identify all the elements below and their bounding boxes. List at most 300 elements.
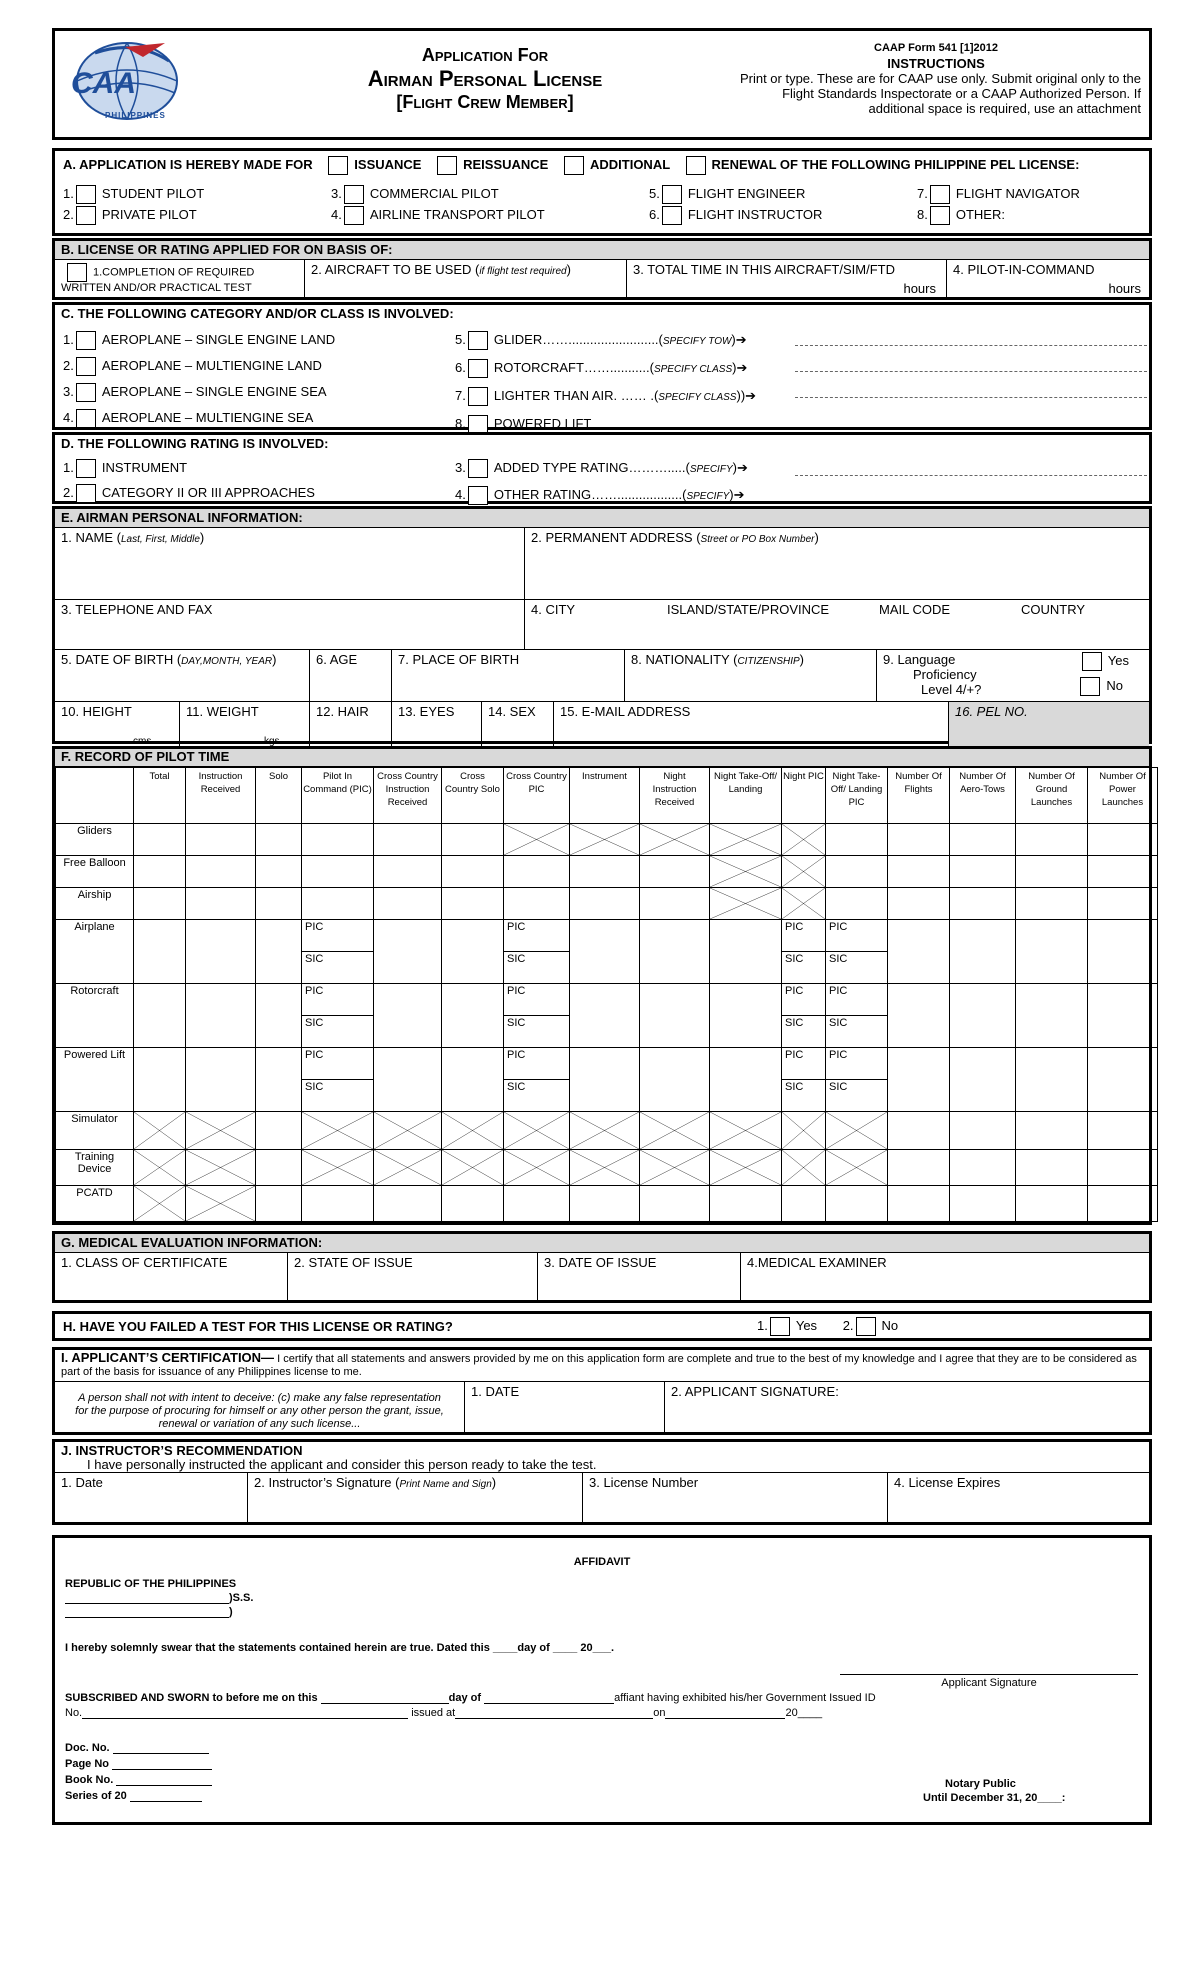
ss-line[interactable]: )S.S. <box>65 1592 253 1604</box>
category-3-checkbox[interactable] <box>76 383 96 402</box>
pilot-time-cell[interactable] <box>570 856 640 888</box>
category-item-1[interactable]: 1. AEROPLANE – SINGLE ENGINE LAND <box>63 327 335 353</box>
pilot-time-cell[interactable] <box>504 952 570 984</box>
cross-out-icon <box>782 1150 825 1185</box>
pic-label: PIC <box>829 921 848 933</box>
pilot-time-cell[interactable] <box>442 856 504 888</box>
pilot-time-cell[interactable] <box>950 1048 1016 1112</box>
form-number: CAAP Form 541 [1]2012 <box>874 42 998 54</box>
pilot-time-cell[interactable] <box>442 1186 504 1222</box>
pilot-time-cell[interactable] <box>826 888 888 920</box>
pilot-time-cell[interactable] <box>826 952 888 984</box>
added-type-specify-line[interactable] <box>795 475 1147 476</box>
rating-item-1[interactable]: 1. INSTRUMENT <box>63 455 315 480</box>
pilot-time-cell[interactable] <box>640 1186 710 1222</box>
language-label-1: 9. Language <box>883 652 956 667</box>
flight-navigator-checkbox[interactable] <box>930 185 950 204</box>
license-item-flight-instructor[interactable]: 6. FLIGHT INSTRUCTOR <box>649 206 917 225</box>
pilot-time-cell[interactable] <box>134 920 186 984</box>
pilot-time-cell[interactable] <box>782 984 826 1016</box>
notary-until-label: Until December 31, 20____: <box>923 1792 1066 1804</box>
eyes-field[interactable]: 13. EYES <box>392 702 482 748</box>
pilot-time-cell[interactable] <box>1088 1048 1158 1112</box>
pilot-time-cell[interactable] <box>1088 1112 1158 1150</box>
cross-out-icon <box>186 1186 255 1221</box>
pilot-time-cell[interactable] <box>782 952 826 984</box>
pel-number-field: 16. PEL NO. <box>949 702 1149 748</box>
pilot-time-cell[interactable] <box>256 1048 302 1112</box>
section-b-fields <box>55 260 1149 298</box>
pilot-time-cell[interactable] <box>442 824 504 856</box>
cross-out-icon <box>442 1112 503 1149</box>
additional-checkbox[interactable] <box>564 156 584 175</box>
pilot-time-cell[interactable] <box>186 824 256 856</box>
pic-label: PIC <box>785 985 804 997</box>
license-item-flight-navigator[interactable]: 7. FLIGHT NAVIGATOR <box>917 185 1143 204</box>
pilot-time-cell[interactable] <box>570 984 640 1048</box>
state-of-issue-field[interactable]: 2. STATE OF ISSUE <box>288 1253 538 1301</box>
section-a-types <box>63 156 1079 175</box>
license-number-field[interactable]: 3. License Number <box>583 1473 888 1524</box>
reissuance-checkbox[interactable] <box>437 156 457 175</box>
pilot-time-cell[interactable] <box>504 1186 570 1222</box>
pilot-time-cell[interactable] <box>570 1048 640 1112</box>
height-field[interactable]: 10. HEIGHT cms <box>55 702 180 748</box>
pilot-time-cell[interactable] <box>950 824 1016 856</box>
pilot-time-cell[interactable] <box>134 1048 186 1112</box>
pilot-time-cell[interactable] <box>782 1016 826 1048</box>
pic-label: PIC <box>785 1049 804 1061</box>
pilot-time-cell[interactable] <box>1016 888 1088 920</box>
language-no-checkbox[interactable] <box>1080 677 1100 696</box>
instructor-text: I have personally instructed the applicant and consider this person ready to take the test. <box>87 1457 597 1472</box>
cross-out-icon <box>710 888 781 919</box>
instructions-text: Print or type. These are for CAAP use only. Submit original only to the Flight Standards Inspectorate or a CAAP Authorized Person. If additional space is required, use an attachment <box>739 71 1141 116</box>
pilot-time-cell <box>302 1150 374 1186</box>
hair-field[interactable]: 12. HAIR <box>310 702 392 748</box>
republic-label: REPUBLIC OF THE PHILIPPINES <box>65 1578 237 1590</box>
pilot-time-cell[interactable] <box>504 984 570 1016</box>
pilot-time-cell <box>782 856 826 888</box>
category-1-checkbox[interactable] <box>76 331 96 350</box>
pilot-time-cell[interactable] <box>302 1016 374 1048</box>
pilot-time-cell[interactable] <box>1016 1048 1088 1112</box>
private-pilot-checkbox[interactable] <box>76 206 96 225</box>
pilot-time-cell[interactable] <box>302 856 374 888</box>
section-b-heading: B. LICENSE OR RATING APPLIED FOR ON BASIS OF: <box>55 241 1149 260</box>
pilot-time-cell[interactable] <box>826 1048 888 1080</box>
pilot-time-cell[interactable] <box>134 984 186 1048</box>
pilot-time-cell[interactable] <box>888 888 950 920</box>
pilot-time-cell[interactable] <box>782 1048 826 1080</box>
pilot-time-cell[interactable] <box>1016 824 1088 856</box>
instructor-heading: J. INSTRUCTOR’S RECOMMENDATION <box>61 1443 303 1458</box>
pilot-time-cell[interactable] <box>256 824 302 856</box>
pilot-time-cell[interactable] <box>1088 1150 1158 1186</box>
pilot-time-cell <box>782 1150 826 1186</box>
pilot-time-cell[interactable] <box>302 920 374 952</box>
rating-item-2[interactable]: 2. CATEGORY II OR III APPROACHES <box>63 480 315 505</box>
pilot-time-cell[interactable] <box>888 1048 950 1112</box>
pilot-time-cell[interactable] <box>256 888 302 920</box>
pilot-time-cell[interactable] <box>134 856 186 888</box>
lighter-than-air-specify-line[interactable] <box>795 397 1147 398</box>
ss-line-2[interactable]: ) <box>65 1606 233 1618</box>
category-7-checkbox[interactable] <box>468 387 488 406</box>
pilot-time-cell[interactable] <box>826 920 888 952</box>
cross-out-icon <box>570 1112 639 1149</box>
category-item-6[interactable]: 6. ROTORCRAFT……...........(SPECIFY CLASS)➔ <box>455 355 756 383</box>
pilot-time-cell[interactable] <box>1088 856 1158 888</box>
sic-label: SIC <box>507 953 526 965</box>
pilot-time-cell <box>302 1112 374 1150</box>
pilot-time-cell[interactable] <box>186 920 256 984</box>
col-header-solo: Solo <box>256 768 302 824</box>
date-of-issue-field[interactable]: 3. DATE OF ISSUE <box>538 1253 741 1301</box>
total-time-unit: hours <box>903 281 936 296</box>
pilot-time-cell[interactable] <box>1016 1112 1088 1150</box>
glider-specify-line[interactable] <box>795 345 1147 346</box>
pilot-time-table <box>55 767 1158 1222</box>
pilot-time-cell[interactable] <box>826 1016 888 1048</box>
pilot-time-cell[interactable] <box>374 824 442 856</box>
pilot-time-cell[interactable] <box>256 1150 302 1186</box>
category-6-checkbox[interactable] <box>468 359 488 378</box>
category-item-4[interactable]: 4. AEROPLANE – MULTIENGINE SEA <box>63 405 335 431</box>
place-of-birth-field[interactable]: 7. PLACE OF BIRTH <box>392 650 625 701</box>
col-header-cc-pic: Cross Country PIC <box>504 768 570 824</box>
pilot-time-cell[interactable] <box>826 1080 888 1112</box>
rating-1-checkbox[interactable] <box>76 459 96 478</box>
pilot-time-cell[interactable] <box>1088 920 1158 984</box>
total-time-field[interactable]: 3. TOTAL TIME IN THIS AIRCRAFT/SIM/FTD hours <box>627 260 947 298</box>
failed-no-checkbox[interactable] <box>856 1317 876 1336</box>
category-2-checkbox[interactable] <box>76 357 96 376</box>
license-item-private-pilot[interactable]: 2. PRIVATE PILOT <box>63 206 331 225</box>
pilot-time-cell[interactable] <box>302 888 374 920</box>
pilot-time-cell[interactable] <box>256 856 302 888</box>
pilot-time-cell[interactable] <box>302 1048 374 1080</box>
col-header-power-launches: Number Of Power Launches <box>1088 768 1158 824</box>
cross-out-icon <box>134 1186 185 1221</box>
pilot-time-cell <box>374 1112 442 1150</box>
pilot-time-cell[interactable] <box>640 920 710 984</box>
pilot-time-cell[interactable] <box>1016 856 1088 888</box>
pic-label: PIC <box>305 1049 324 1061</box>
pilot-time-row-gliders <box>56 824 1158 856</box>
category-4-checkbox[interactable] <box>76 409 96 428</box>
rating-item-3[interactable]: 3. ADDED TYPE RATING……….....(SPECIFY)➔ <box>455 455 748 482</box>
pilot-time-cell[interactable] <box>374 984 442 1048</box>
col-header-night-takeoff-pic: Night Take-Off/ Landing PIC <box>826 768 888 824</box>
failed-test-question: H. HAVE YOU FAILED A TEST FOR THIS LICENSE OR RATING? <box>63 1319 453 1334</box>
section-d <box>52 432 1152 504</box>
pilot-time-cell <box>504 824 570 856</box>
pilot-time-cell[interactable] <box>888 984 950 1048</box>
pilot-time-cell[interactable] <box>186 1048 256 1112</box>
cross-out-icon <box>826 1112 887 1149</box>
col-header-cc-solo: Cross Country Solo <box>442 768 504 824</box>
pilot-time-cell <box>374 1150 442 1186</box>
series-line[interactable]: Series of 20 <box>65 1790 202 1802</box>
pilot-time-cell[interactable] <box>570 1186 640 1222</box>
cross-out-icon <box>782 824 825 855</box>
sic-label: SIC <box>829 1017 848 1029</box>
col-header-night-pic: Night PIC <box>782 768 826 824</box>
pilot-time-cell[interactable] <box>1088 1186 1158 1222</box>
commercial-pilot-checkbox[interactable] <box>344 185 364 204</box>
cross-out-icon <box>504 1112 569 1149</box>
sic-label: SIC <box>507 1081 526 1093</box>
pilot-time-cell[interactable] <box>826 824 888 856</box>
cross-out-icon <box>302 1112 373 1149</box>
email-field[interactable]: 15. E-MAIL ADDRESS <box>554 702 949 748</box>
license-expires-field[interactable]: 4. License Expires <box>894 1475 1001 1490</box>
pic-time-field[interactable]: 4. PILOT-IN-COMMAND hours <box>953 262 1141 296</box>
pilot-time-cell[interactable] <box>640 856 710 888</box>
applicant-signature-line[interactable] <box>840 1674 1138 1675</box>
category-item-2[interactable]: 2. AEROPLANE – MULTIENGINE LAND <box>63 353 335 379</box>
pilot-time-cell[interactable] <box>826 856 888 888</box>
date-of-birth-field[interactable]: 5. DATE OF BIRTH (DAY,MONTH, YEAR) <box>55 650 310 701</box>
city-address-field[interactable]: 4. CITY ISLAND/STATE/PROVINCE MAIL CODE COUNTRY <box>531 602 1086 617</box>
pilot-time-cell[interactable] <box>888 1112 950 1150</box>
pilot-time-cell[interactable] <box>950 984 1016 1048</box>
name-field[interactable]: 1. NAME (Last, First, Middle) <box>55 528 525 599</box>
pic-label: PIC <box>507 921 526 933</box>
pilot-time-cell[interactable] <box>302 984 374 1016</box>
pilot-time-cell[interactable] <box>256 1186 302 1222</box>
airline-transport-pilot-checkbox[interactable] <box>344 206 364 225</box>
flight-instructor-checkbox[interactable] <box>662 206 682 225</box>
pilot-time-cell[interactable] <box>1016 984 1088 1048</box>
pilot-time-cell[interactable] <box>302 952 374 984</box>
pilot-time-cell[interactable] <box>570 920 640 984</box>
section-a-lead: A. APPLICATION IS HEREBY MADE FOR <box>63 156 313 172</box>
pilot-time-cell[interactable] <box>256 920 302 984</box>
language-yes-checkbox[interactable] <box>1082 652 1102 671</box>
doc-number-line[interactable]: Doc. No. <box>65 1742 209 1754</box>
pilot-time-cell[interactable] <box>888 856 950 888</box>
pilot-time-cell[interactable] <box>302 1186 374 1222</box>
category-item-7[interactable]: 7. LIGHTER THAN AIR. …… .(SPECIFY CLASS))➔ <box>455 383 756 411</box>
pilot-time-header-row <box>56 768 1158 824</box>
certificate-class-field[interactable]: 1. CLASS OF CERTIFICATE <box>55 1253 288 1301</box>
cross-out-icon <box>710 856 781 887</box>
form-title <box>285 45 685 113</box>
pilot-time-cell[interactable] <box>1016 1150 1088 1186</box>
certification-date-field[interactable]: 1. DATE <box>465 1382 665 1432</box>
pilot-time-cell[interactable] <box>710 920 782 984</box>
pilot-time-cell[interactable] <box>504 1048 570 1080</box>
cross-out-icon <box>186 1112 255 1149</box>
pilot-time-cell[interactable] <box>640 984 710 1048</box>
pilot-time-cell[interactable] <box>888 920 950 984</box>
pilot-time-row-simulator <box>56 1112 1158 1150</box>
license-item-airline-transport-pilot[interactable]: 4. AIRLINE TRANSPORT PILOT <box>331 206 649 225</box>
pilot-time-cell[interactable] <box>504 888 570 920</box>
pilot-time-cell[interactable] <box>302 824 374 856</box>
license-item-commercial-pilot[interactable]: 3. COMMERCIAL PILOT <box>331 185 649 204</box>
issuance-checkbox[interactable] <box>328 156 348 175</box>
category-5-checkbox[interactable] <box>468 331 488 350</box>
instructor-date-field[interactable]: 1. Date <box>55 1473 248 1524</box>
pilot-time-cell[interactable] <box>374 888 442 920</box>
pilot-time-cell[interactable] <box>950 1150 1016 1186</box>
category-item-8[interactable]: 8. POWERED LIFT <box>455 411 756 437</box>
permanent-address-field[interactable]: 2. PERMANENT ADDRESS (Street or PO Box Number) <box>531 530 819 545</box>
sex-field[interactable]: 14. SEX <box>482 702 554 748</box>
pilot-time-cell[interactable] <box>442 1048 504 1112</box>
pilot-time-cell[interactable] <box>826 984 888 1016</box>
pilot-time-cell[interactable] <box>256 1112 302 1150</box>
island-label: ISLAND/STATE/PROVINCE <box>667 602 830 617</box>
telephone-fax-field[interactable]: 3. TELEPHONE AND FAX <box>55 600 525 649</box>
pilot-time-cell <box>134 1150 186 1186</box>
pic-label: PIC <box>305 921 324 933</box>
instructor-signature-field[interactable]: 2. Instructor’s Signature (Print Name and Sign) <box>248 1473 583 1524</box>
pilot-time-cell[interactable] <box>888 1150 950 1186</box>
completion-test-field[interactable]: 1.COMPLETION OF REQUIRED WRITTEN AND/OR PRACTICAL TEST <box>55 260 305 298</box>
pilot-time-cell[interactable] <box>710 1048 782 1112</box>
pilot-time-cell <box>640 1112 710 1150</box>
pilot-time-cell <box>186 1150 256 1186</box>
pilot-time-cell[interactable] <box>950 920 1016 984</box>
pilot-time-cell[interactable] <box>710 984 782 1048</box>
cross-out-icon <box>570 1150 639 1185</box>
weight-field[interactable]: 11. WEIGHT kgs <box>180 702 310 748</box>
pilot-time-cell[interactable] <box>570 888 640 920</box>
pilot-time-cell[interactable] <box>504 920 570 952</box>
section-f-heading: F. RECORD OF PILOT TIME <box>55 749 1149 767</box>
pilot-time-cell[interactable] <box>442 984 504 1048</box>
cross-out-icon <box>640 1150 709 1185</box>
reissuance-label: REISSUANCE <box>463 156 549 172</box>
pilot-time-cell[interactable] <box>950 888 1016 920</box>
medical-examiner-field[interactable]: 4.MEDICAL EXAMINER <box>747 1255 887 1270</box>
language-yes-option[interactable]: Yes <box>1080 652 1129 671</box>
pilot-time-cell[interactable] <box>782 920 826 952</box>
category-item-5[interactable]: 5. GLIDER…….........................(SPECIFY TOW)➔ <box>455 327 756 355</box>
pilot-time-cell[interactable] <box>640 888 710 920</box>
language-proficiency-field <box>877 650 1149 701</box>
sic-label: SIC <box>785 1017 804 1029</box>
language-label-2: Proficiency <box>913 667 977 682</box>
rating-4-checkbox[interactable] <box>468 486 488 505</box>
aircraft-used-field[interactable]: 2. AIRCRAFT TO BE USED (if flight test required) <box>305 260 627 298</box>
rating-item-4[interactable]: 4. OTHER RATING……..................(SPECIFY)➔ <box>455 482 748 509</box>
book-number-line[interactable]: Book No. <box>65 1774 212 1786</box>
caap-logo <box>65 39 185 127</box>
issuance-label: ISSUANCE <box>354 156 422 172</box>
id-number-line[interactable]: No. issued at on 20____ <box>65 1707 823 1719</box>
pilot-time-cell[interactable] <box>950 1112 1016 1150</box>
license-item-student-pilot[interactable]: 1. STUDENT PILOT <box>63 185 331 204</box>
pilot-time-cell[interactable] <box>256 984 302 1048</box>
failed-yes-label: Yes <box>795 1317 818 1333</box>
swear-statement: I hereby solemnly swear that the statements contained herein are true. Dated this ____day of ____ 20___. <box>65 1642 614 1654</box>
pilot-time-cell[interactable] <box>826 1186 888 1222</box>
pilot-time-cell[interactable] <box>134 824 186 856</box>
license-item-other[interactable]: 8. OTHER: <box>917 206 1143 225</box>
pilot-time-cell[interactable] <box>186 984 256 1048</box>
pilot-time-cell <box>640 1150 710 1186</box>
rating-3-checkbox[interactable] <box>468 459 488 478</box>
pilot-time-cell <box>442 1112 504 1150</box>
col-header-flights: Number Of Flights <box>888 768 950 824</box>
pilot-time-cell[interactable] <box>504 1016 570 1048</box>
e-row-2 <box>55 600 1149 650</box>
pilot-time-cell[interactable] <box>782 1080 826 1112</box>
pilot-time-cell[interactable] <box>374 920 442 984</box>
pilot-time-cell[interactable] <box>374 1048 442 1112</box>
pilot-time-cell[interactable] <box>302 1080 374 1112</box>
pilot-time-cell <box>782 1112 826 1150</box>
pilot-time-cell[interactable] <box>888 824 950 856</box>
pilot-time-cell[interactable] <box>950 1186 1016 1222</box>
failed-yes-checkbox[interactable] <box>770 1317 790 1336</box>
pilot-time-cell[interactable] <box>504 1080 570 1112</box>
pilot-time-cell[interactable] <box>888 1186 950 1222</box>
flight-engineer-checkbox[interactable] <box>662 185 682 204</box>
pilot-time-cell[interactable] <box>1016 920 1088 984</box>
row-label: Powered Lift <box>56 1048 134 1112</box>
pilot-time-cell[interactable] <box>710 1186 782 1222</box>
pilot-time-cell[interactable] <box>442 888 504 920</box>
category-item-3[interactable]: 3. AEROPLANE – SINGLE ENGINE SEA <box>63 379 335 405</box>
student-pilot-checkbox[interactable] <box>76 185 96 204</box>
age-field[interactable]: 6. AGE <box>310 650 392 701</box>
e-row-1 <box>55 528 1149 600</box>
pilot-time-cell[interactable] <box>1088 984 1158 1048</box>
col-header-night-takeoff: Night Take-Off/ Landing <box>710 768 782 824</box>
license-item-flight-engineer[interactable]: 5. FLIGHT ENGINEER <box>649 185 917 204</box>
sic-label: SIC <box>507 1017 526 1029</box>
page-number-line[interactable]: Page No <box>65 1758 212 1770</box>
rotorcraft-specify-line[interactable] <box>795 371 1147 372</box>
pilot-time-cell[interactable] <box>1088 888 1158 920</box>
title-line-1: Application For <box>421 45 549 65</box>
pilot-time-cell[interactable] <box>504 856 570 888</box>
completion-test-checkbox[interactable] <box>67 263 87 282</box>
pilot-time-cell[interactable] <box>186 856 256 888</box>
pilot-time-cell[interactable] <box>950 856 1016 888</box>
sic-label: SIC <box>785 953 804 965</box>
pilot-time-cell[interactable] <box>1088 824 1158 856</box>
nationality-field[interactable]: 8. NATIONALITY (CITIZENSHIP) <box>625 650 877 701</box>
pilot-time-cell[interactable] <box>442 920 504 984</box>
applicant-signature-field[interactable]: 2. APPLICANT SIGNATURE: <box>671 1384 839 1399</box>
sic-label: SIC <box>785 1081 804 1093</box>
pilot-time-cell[interactable] <box>134 888 186 920</box>
pilot-time-row-airplane <box>56 920 1158 952</box>
other-license-checkbox[interactable] <box>930 206 950 225</box>
rating-2-checkbox[interactable] <box>76 484 96 503</box>
pilot-time-cell[interactable] <box>374 1186 442 1222</box>
renewal-checkbox[interactable] <box>686 156 706 175</box>
pic-label: PIC <box>829 1049 848 1061</box>
pilot-time-cell[interactable] <box>374 856 442 888</box>
pilot-time-cell[interactable] <box>1016 1186 1088 1222</box>
cross-out-icon <box>374 1112 441 1149</box>
pilot-time-cell[interactable] <box>640 1048 710 1112</box>
language-no-option[interactable]: No <box>1078 677 1123 696</box>
cross-out-icon <box>826 1150 887 1185</box>
pilot-time-cell[interactable] <box>782 1186 826 1222</box>
pilot-time-cell <box>710 1112 782 1150</box>
pic-time-unit: hours <box>1108 281 1141 296</box>
pilot-time-cell[interactable] <box>186 888 256 920</box>
